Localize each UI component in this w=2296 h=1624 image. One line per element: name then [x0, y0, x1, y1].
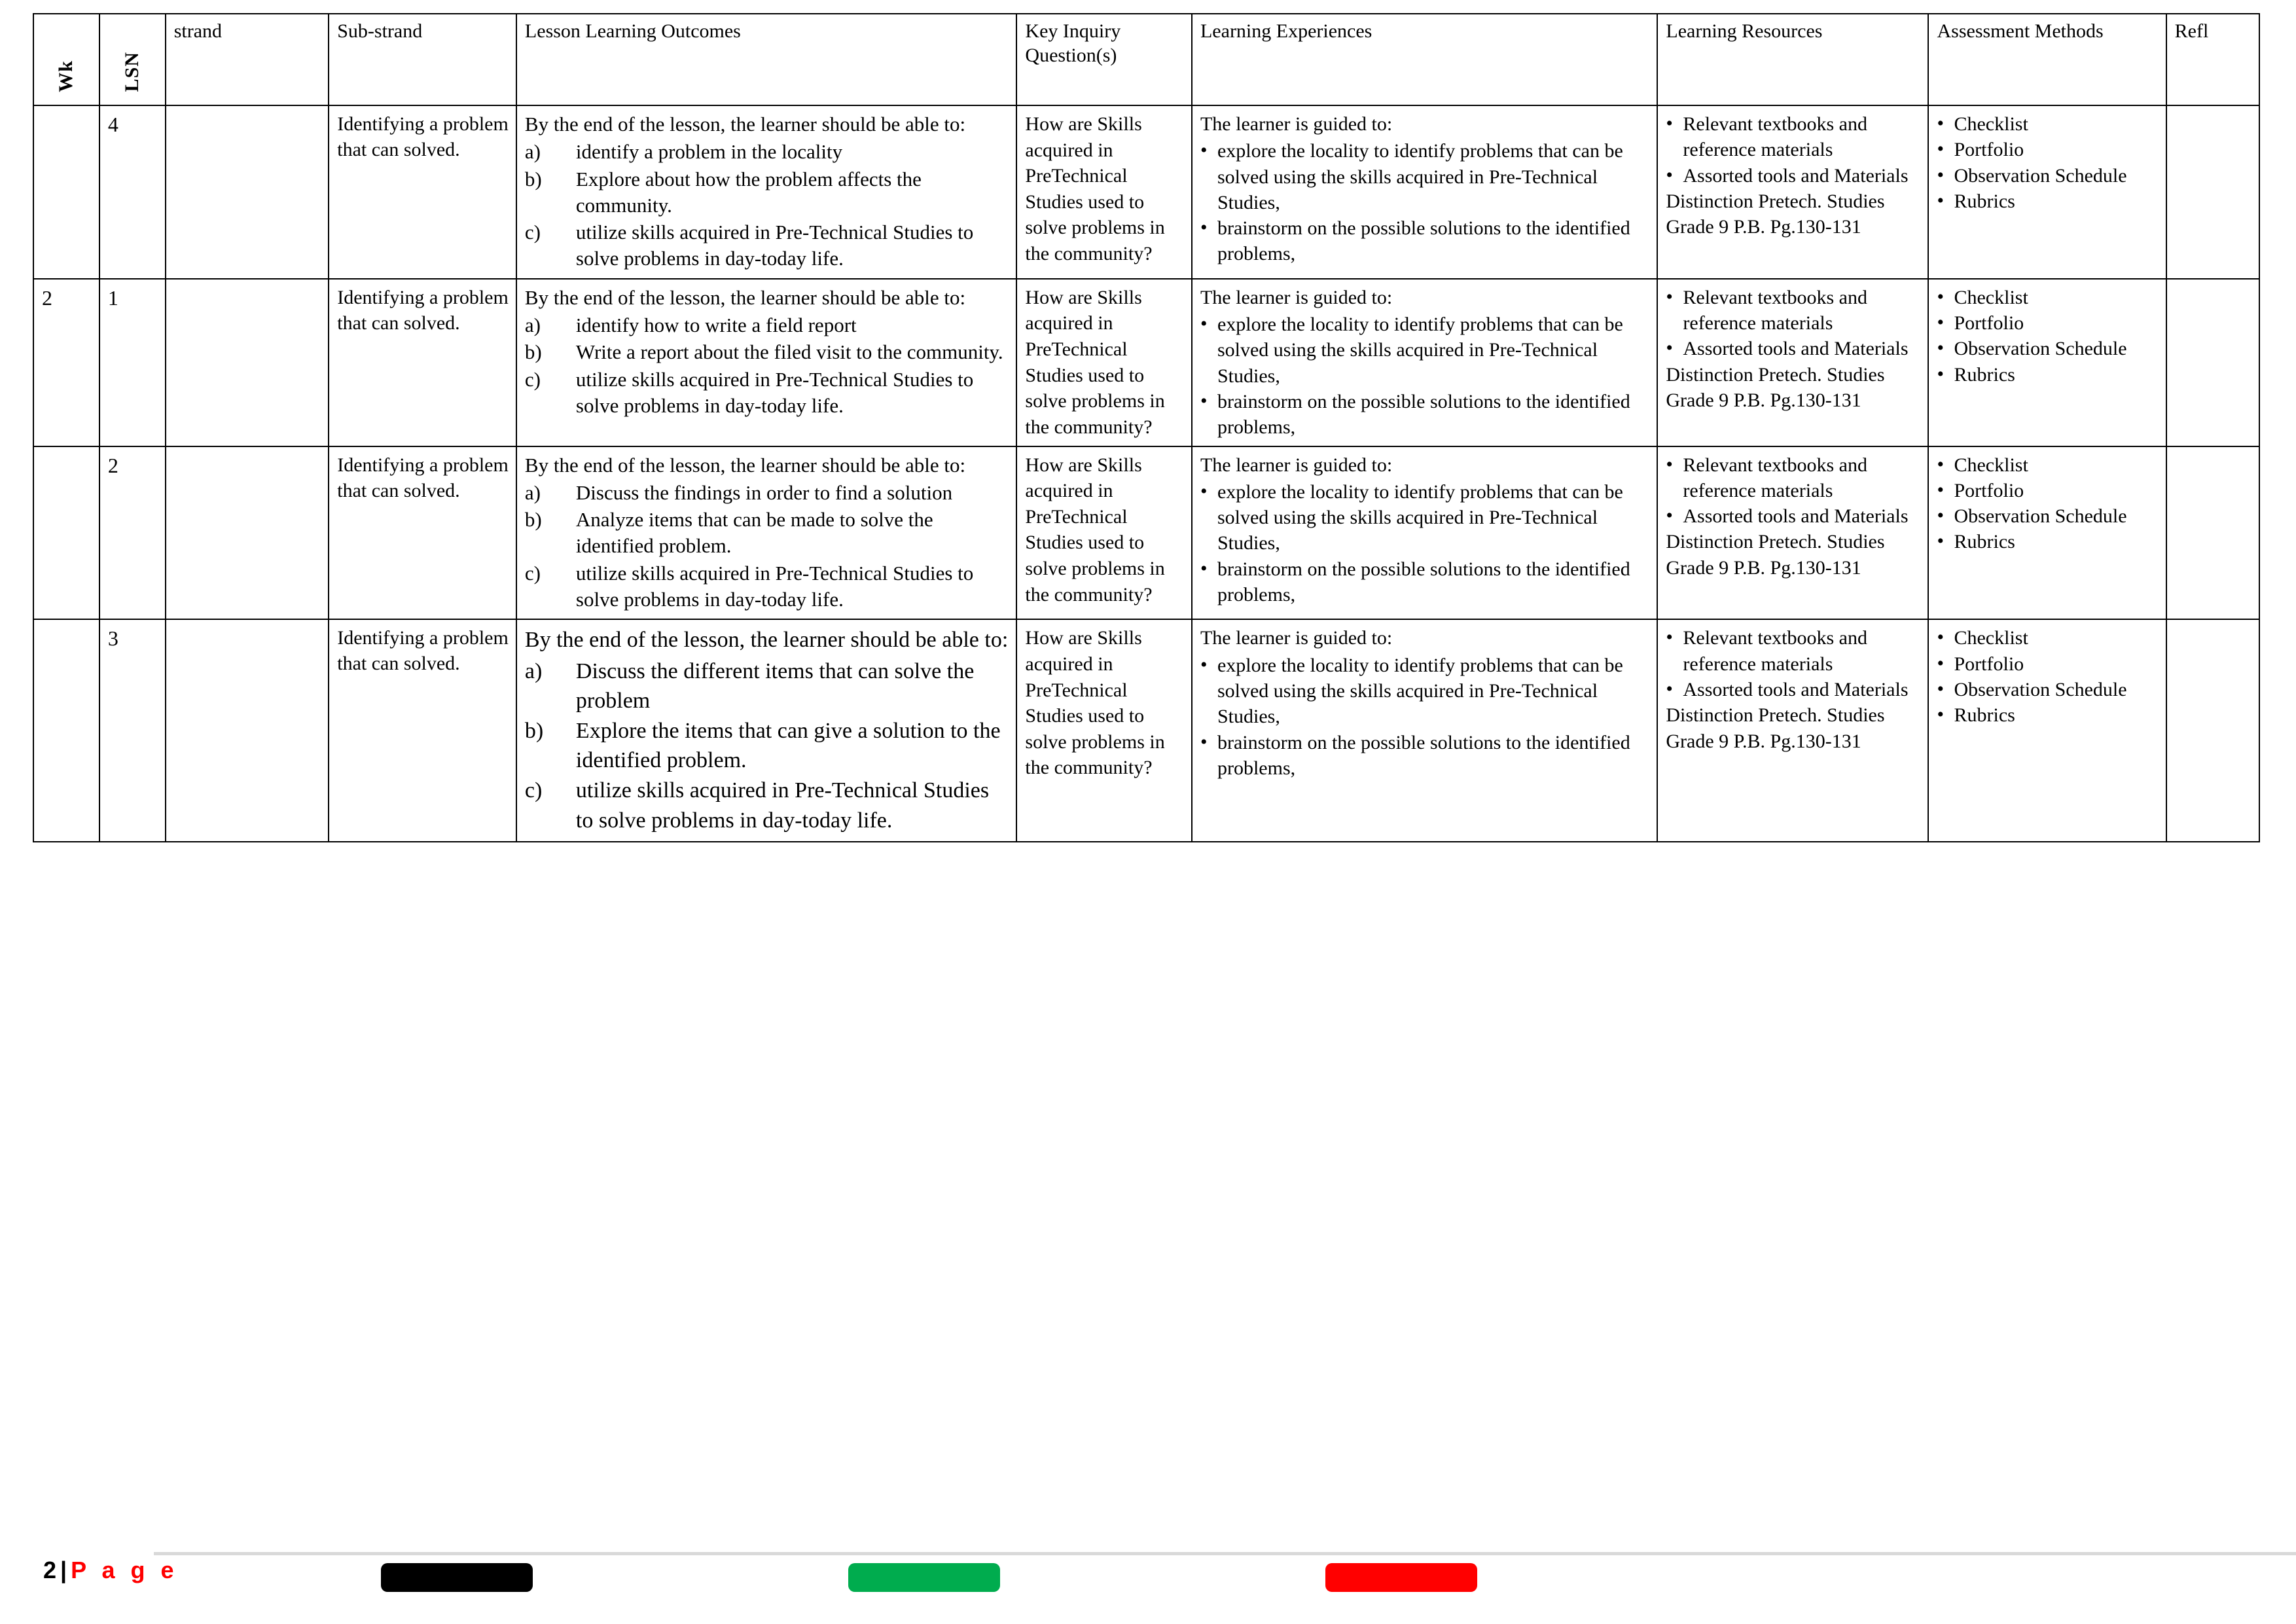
learning-resource-reference: Distinction Pretech. Studies Grade 9 P.B. Pg.130-131 [1666, 704, 1885, 752]
table-header-row [33, 14, 2259, 105]
column-header-key-inquiry-questions: Key Inquiry Question(s) [1016, 14, 1192, 105]
cell-assessment-methods [1928, 619, 2166, 842]
llo-item: c) utilize skills acquired in Pre-Technical Studies to solve problems in day-today life. [525, 776, 1010, 835]
learning-resource-item: • Relevant textbooks and reference materials [1666, 111, 1921, 163]
bullet-icon: • [1666, 113, 1673, 134]
learning-resource-item: • Relevant textbooks and reference materials [1666, 285, 1921, 336]
cell-lesson-number: 3 [99, 619, 166, 842]
bullet-icon: • [1937, 677, 1944, 700]
cell-reflection [2166, 446, 2259, 620]
cell-learning-experiences [1192, 279, 1657, 446]
column-header-assessment-methods: Assessment Methods [1928, 14, 2166, 105]
bullet-icon: • [1200, 389, 1208, 412]
learning-resources-list [1666, 625, 1921, 702]
learning-experience-item: • brainstorm on the possible solutions to the identified problems, [1200, 215, 1650, 267]
assessment-method-item: • Portfolio [1937, 478, 2159, 503]
assessment-method-item: • Rubrics [1937, 529, 2159, 554]
bullet-icon: • [1937, 704, 1944, 726]
bullet-icon: • [1937, 189, 1944, 211]
bullet-icon: • [1666, 677, 1673, 700]
cell-reflection [2166, 279, 2259, 446]
bullet-icon: • [1937, 652, 1944, 674]
llo-item: a) identify how to write a field report [525, 312, 1010, 338]
bullet-icon: • [1937, 312, 1944, 334]
llo-item-marker: b) [524, 167, 542, 190]
learning-resource-item: • Assorted tools and Materials [1666, 677, 1921, 702]
bullet-icon: • [1937, 478, 1944, 501]
cell-sub-strand: Identifying a problem that can solved. [329, 105, 516, 279]
page-footer [33, 1557, 2260, 1615]
bullet-icon: • [1200, 217, 1208, 239]
llo-item: b) Explore the items that can give a solution to the identified problem. [525, 716, 1010, 775]
cell-lesson-learning-outcomes [516, 105, 1017, 279]
green-bar [848, 1563, 1000, 1592]
learning-experience-item: • explore the locality to identify problems that can be solved using the skills acquired in Pre-Technical Studies, [1200, 653, 1650, 730]
cell-learning-resources [1657, 619, 1928, 842]
bullet-icon: • [1937, 138, 1944, 160]
llo-item-marker: b) [524, 719, 544, 743]
bullet-icon: • [1937, 453, 1944, 475]
llo-item: c) utilize skills acquired in Pre-Technical Studies to solve problems in day-today life. [524, 367, 974, 417]
column-header-reflection: Refl [2166, 14, 2259, 105]
bullet-icon: • [1937, 626, 1944, 649]
column-header-strand: strand [166, 14, 329, 105]
learning-experiences-list [1200, 653, 1650, 781]
cell-week [33, 105, 99, 279]
learning-experience-item: • explore the locality to identify problems that can be solved using the skills acquired in Pre-Technical Studies, [1200, 138, 1650, 215]
learning-experiences-lead: The learner is guided to: [1200, 286, 1393, 308]
cell-learning-experiences [1192, 105, 1657, 279]
cell-week [33, 619, 99, 842]
llo-lead: By the end of the lesson, the learner should be able to: [524, 285, 966, 309]
assessment-method-item: • Checklist [1937, 285, 2159, 310]
cell-assessment-methods [1928, 446, 2166, 620]
black-bar [381, 1563, 533, 1592]
learning-resource-item: • Assorted tools and Materials [1666, 503, 1921, 529]
llo-item-marker: b) [524, 340, 542, 364]
cell-lesson-number: 2 [99, 446, 166, 620]
cell-lesson-number: 1 [99, 279, 166, 446]
assessment-method-item: • Rubrics [1937, 702, 2159, 728]
bullet-icon: • [1666, 285, 1673, 308]
learning-experience-item: • explore the locality to identify problems that can be solved using the skills acquired in Pre-Technical Studies, [1200, 479, 1650, 556]
llo-item-marker: c) [524, 561, 541, 585]
column-header-sub-strand: Sub-strand [329, 14, 516, 105]
cell-lesson-learning-outcomes [516, 446, 1017, 620]
cell-week: 2 [33, 279, 99, 446]
learning-experiences-list [1200, 138, 1650, 266]
bullet-icon: • [1666, 626, 1673, 649]
llo-item: c) utilize skills acquired in Pre-Technical Studies to solve problems in day-today life. [524, 221, 974, 270]
column-header-wk: Wk [33, 14, 99, 105]
table-row [33, 446, 2259, 620]
learning-experience-item: • brainstorm on the possible solutions to the identified problems, [1200, 730, 1650, 782]
llo-lead: By the end of the lesson, the learner should be able to: [524, 453, 966, 477]
cell-lesson-learning-outcomes [516, 279, 1017, 446]
bullet-icon: • [1937, 363, 1944, 385]
bullet-icon: • [1937, 285, 1944, 308]
cell-learning-resources [1657, 446, 1928, 620]
learning-experiences-list [1200, 312, 1650, 440]
footer-divider [154, 1552, 2296, 1555]
red-bar [1325, 1563, 1477, 1592]
learning-experience-item: • explore the locality to identify problems that can be solved using the skills acquired in Pre-Technical Studies, [1200, 312, 1650, 389]
bullet-icon: • [1200, 731, 1208, 753]
bullet-icon: • [1937, 337, 1944, 359]
page-number: 2 [43, 1557, 57, 1583]
cell-lesson-learning-outcomes [516, 619, 1017, 842]
table-body [33, 105, 2259, 842]
assessment-method-item: • Observation Schedule [1937, 677, 2159, 702]
assessment-method-item: • Portfolio [1937, 310, 2159, 336]
bullet-icon: • [1666, 164, 1673, 186]
column-header-lesson-learning-outcomes: Lesson Learning Outcomes [516, 14, 1017, 105]
llo-item: b) Analyze items that can be made to solve the identified problem. [524, 508, 933, 558]
assessment-method-item: • Observation Schedule [1937, 163, 2159, 189]
bullet-icon: • [1666, 505, 1673, 527]
assessment-method-item: • Observation Schedule [1937, 503, 2159, 529]
cell-sub-strand: Identifying a problem that can solved. [329, 279, 516, 446]
llo-item-marker: a) [524, 659, 543, 683]
bullet-icon: • [1937, 164, 1944, 186]
learning-experiences-lead: The learner is guided to: [1200, 454, 1393, 476]
cell-sub-strand: Identifying a problem that can solved. [329, 619, 516, 842]
cell-week [33, 446, 99, 620]
page-label-separator: | [60, 1557, 67, 1583]
llo-item: a) Discuss the findings in order to find a solution [525, 480, 1010, 506]
learning-resource-reference: Distinction Pretech. Studies Grade 9 P.B. Pg.130-131 [1666, 363, 1885, 411]
cell-lesson-number: 4 [99, 105, 166, 279]
llo-item-marker: a) [524, 480, 541, 504]
assessment-methods-list [1937, 285, 2159, 388]
assessment-method-item: • Checklist [1937, 452, 2159, 478]
llo-list [525, 139, 1010, 272]
llo-item: a) identify a problem in the locality [525, 139, 1010, 165]
bullet-icon: • [1200, 653, 1208, 676]
learning-resource-reference: Distinction Pretech. Studies Grade 9 P.B. Pg.130-131 [1666, 531, 1885, 579]
learning-resources-list [1666, 452, 1921, 530]
bullet-icon: • [1200, 313, 1208, 335]
cell-learning-experiences [1192, 619, 1657, 842]
cell-learning-experiences [1192, 446, 1657, 620]
bullet-icon: • [1200, 480, 1208, 502]
llo-lead: By the end of the lesson, the learner should be able to: [524, 628, 1009, 653]
cell-learning-resources [1657, 279, 1928, 446]
bullet-icon: • [1200, 139, 1208, 162]
cell-key-inquiry-question: How are Skills acquired in PreTechnical Studies used to solve problems in the community? [1016, 446, 1192, 620]
assessment-methods-list [1937, 452, 2159, 555]
learning-experiences-lead: The learner is guided to: [1200, 627, 1393, 649]
assessment-method-item: • Rubrics [1937, 362, 2159, 388]
learning-experiences-lead: The learner is guided to: [1200, 113, 1393, 135]
page-number-label [43, 1557, 179, 1584]
llo-item-marker: b) [524, 508, 542, 532]
table-row [33, 279, 2259, 446]
table-row [33, 619, 2259, 842]
cell-key-inquiry-question: How are Skills acquired in PreTechnical Studies used to solve problems in the community? [1016, 279, 1192, 446]
llo-item-marker: c) [524, 221, 541, 244]
column-header-learning-resources: Learning Resources [1657, 14, 1928, 105]
bullet-icon: • [1937, 505, 1944, 527]
learning-resource-item: • Assorted tools and Materials [1666, 163, 1921, 189]
cell-key-inquiry-question: How are Skills acquired in PreTechnical Studies used to solve problems in the community? [1016, 619, 1192, 842]
bullet-icon: • [1666, 453, 1673, 475]
llo-item-marker: c) [524, 778, 543, 803]
cell-key-inquiry-question: How are Skills acquired in PreTechnical Studies used to solve problems in the community? [1016, 105, 1192, 279]
llo-list [525, 480, 1010, 613]
bullet-icon: • [1937, 113, 1944, 134]
assessment-method-item: • Portfolio [1937, 137, 2159, 162]
assessment-method-item: • Observation Schedule [1937, 336, 2159, 361]
llo-item-marker: c) [524, 367, 541, 391]
learning-resource-item: • Relevant textbooks and reference materials [1666, 625, 1921, 677]
bullet-icon: • [1937, 530, 1944, 552]
llo-item: a) Discuss the different items that can solve the problem [525, 657, 1010, 715]
assessment-method-item: • Rubrics [1937, 189, 2159, 214]
llo-list [525, 312, 1010, 419]
cell-strand [166, 105, 329, 279]
assessment-method-item: • Portfolio [1937, 651, 2159, 677]
learning-experience-item: • brainstorm on the possible solutions to the identified problems, [1200, 556, 1650, 608]
llo-item: c) utilize skills acquired in Pre-Technical Studies to solve problems in day-today life. [524, 561, 974, 611]
learning-resource-item: • Assorted tools and Materials [1666, 336, 1921, 361]
learning-resources-list [1666, 285, 1921, 362]
llo-item: b) Write a report about the filed visit to the community. [525, 339, 1010, 365]
page-label-word: P a g e [71, 1557, 179, 1583]
column-header-learning-experiences: Learning Experiences [1192, 14, 1657, 105]
assessment-methods-list [1937, 625, 2159, 728]
cell-reflection [2166, 619, 2259, 842]
column-header-lsn: LSN [99, 14, 166, 105]
cell-assessment-methods [1928, 279, 2166, 446]
llo-item-marker: a) [524, 140, 541, 164]
learning-experience-item: • brainstorm on the possible solutions to the identified problems, [1200, 389, 1650, 441]
scheme-of-work-table [33, 13, 2260, 842]
assessment-method-item: • Checklist [1937, 625, 2159, 651]
table-row [33, 105, 2259, 279]
cell-assessment-methods [1928, 105, 2166, 279]
cell-strand [166, 619, 329, 842]
learning-experiences-list [1200, 479, 1650, 607]
assessment-method-item: • Checklist [1937, 111, 2159, 137]
llo-item: b) Explore about how the problem affects the community. [524, 167, 922, 217]
cell-sub-strand: Identifying a problem that can solved. [329, 446, 516, 620]
learning-resource-reference: Distinction Pretech. Studies Grade 9 P.B. Pg.130-131 [1666, 190, 1885, 238]
cell-strand [166, 279, 329, 446]
cell-strand [166, 446, 329, 620]
llo-item-marker: a) [524, 314, 541, 337]
assessment-methods-list [1937, 111, 2159, 214]
bullet-icon: • [1666, 337, 1673, 359]
bullet-icon: • [1200, 557, 1208, 579]
llo-list [525, 657, 1010, 835]
cell-reflection [2166, 105, 2259, 279]
learning-resource-item: • Relevant textbooks and reference materials [1666, 452, 1921, 504]
cell-learning-resources [1657, 105, 1928, 279]
learning-resources-list [1666, 111, 1921, 189]
llo-lead: By the end of the lesson, the learner should be able to: [524, 113, 966, 135]
